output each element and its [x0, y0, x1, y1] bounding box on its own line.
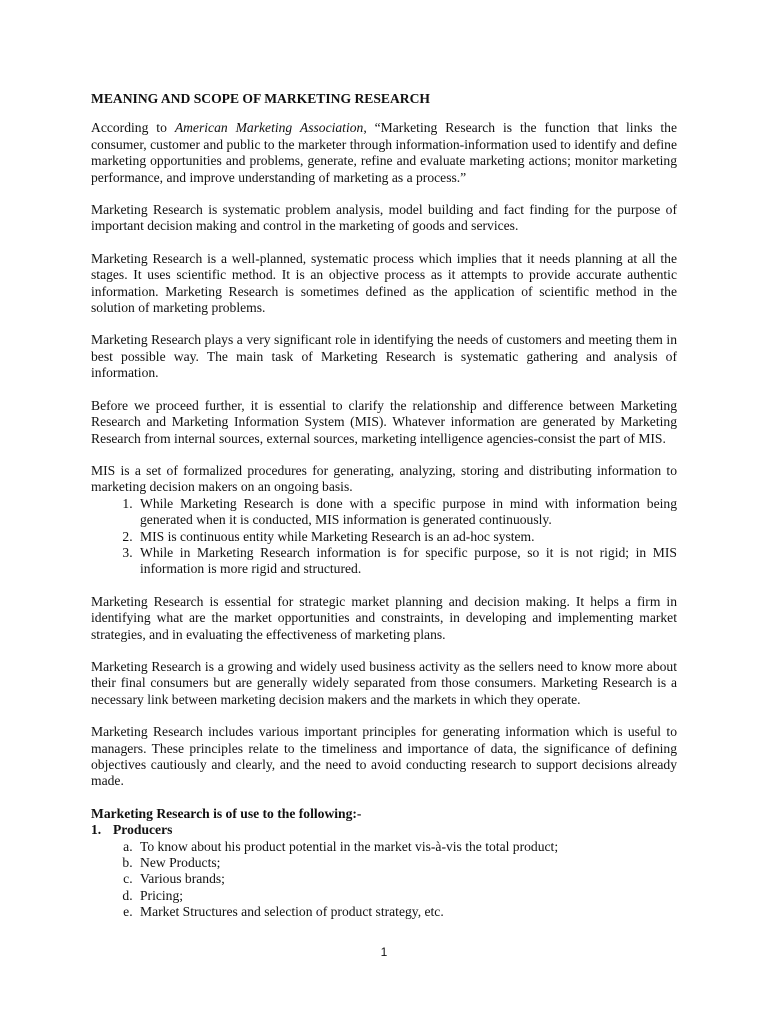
uses-group-heading — [91, 822, 677, 838]
uses-group-number: 1. — [91, 822, 102, 838]
paragraph-growing-activity: Marketing Research is a growing and widely used business activity as the sellers need to know more about their final consumers but are generally widely separated from those consumers. Marketing Research is a necessary link between marketing decision makers and the markets in which they operate. — [91, 658, 677, 707]
intro-prefix: According to — [91, 120, 175, 136]
intro-paragraph — [91, 120, 677, 186]
document-title: MEANING AND SCOPE OF MARKETING RESEARCH — [91, 91, 430, 106]
list-item: b. New Products; — [136, 855, 677, 871]
mis-points-list — [91, 496, 677, 578]
paragraph-mis-relationship: Before we proceed further, it is essential to clarify the relationship and difference between Marketing Research and Marketing Information System (MIS). Whatever information are generated by Marketing Research from internal sources, external sources, marketing intelligence agencies-consist the part of MIS. — [91, 397, 677, 446]
intro-organization: American Marketing Association — [174, 120, 364, 136]
producers-list — [91, 839, 677, 921]
uses-group-label: Producers — [113, 822, 173, 838]
paragraph-mis-intro: MIS is a set of formalized procedures for generating, analyzing, storing and distributing information to marketing decision makers on an ongoing basis. — [91, 462, 677, 495]
paragraph-process: Marketing Research is a well-planned, systematic process which implies that it needs planning at all the stages. It uses scientific method. It is an objective process as it attempts to provide accurate authentic information. Marketing Research is sometimes defined as the application of scientific method in the solution of marketing problems. — [91, 250, 677, 316]
list-item: 1. While Marketing Research is done with a specific purpose in mind with information being generated when it is conducted, MIS information is generated continuously. — [136, 496, 677, 529]
paragraph-definition: Marketing Research is systematic problem analysis, model building and fact finding for the purpose of important decision making and control in the marketing of goods and services. — [91, 202, 677, 234]
paragraph-role: Marketing Research plays a very significant role in identifying the needs of customers and meeting them in best possible way. The main task of Marketing Research is systematic gathering and analysis of information. — [91, 332, 677, 381]
page-number: 1 — [380, 945, 388, 959]
list-item: e. Market Structures and selection of product strategy, etc. — [136, 904, 677, 920]
list-item: 2. MIS is continuous entity while Marketing Research is an ad-hoc system. — [136, 529, 677, 545]
paragraph-principles: Marketing Research includes various important principles for generating information which is useful to managers. These principles relate to the timeliness and importance of data, the significance of defining objectives cautiously and clearly, and the need to avoid conducting research to support decisions already made. — [91, 724, 677, 789]
intro-quote: , “Marketing Research is the function that links the consumer, customer and public to the marketer through information-information used to identify and define marketing opportunities and problems, generate, refine and evaluate marketing actions; monitor marketing performance, and improve understanding of marketing as a process.” — [91, 120, 678, 185]
paragraph-strategic: Marketing Research is essential for strategic market planning and decision making. It helps a firm in identifying what are the market opportunities and constraints, in developing and implementing market strategies, and in evaluating the effectiveness of marketing plans. — [91, 593, 677, 642]
list-item: 3. While in Marketing Research information is for specific purpose, so it is not rigid; in MIS information is more rigid and structured. — [136, 545, 677, 578]
uses-heading: Marketing Research is of use to the following:- — [91, 805, 362, 821]
document-body — [91, 91, 677, 921]
list-item: c. Various brands; — [136, 871, 677, 887]
list-item: d. Pricing; — [136, 888, 677, 904]
list-item: a. To know about his product potential in the market vis-à-vis the total product; — [136, 839, 677, 855]
